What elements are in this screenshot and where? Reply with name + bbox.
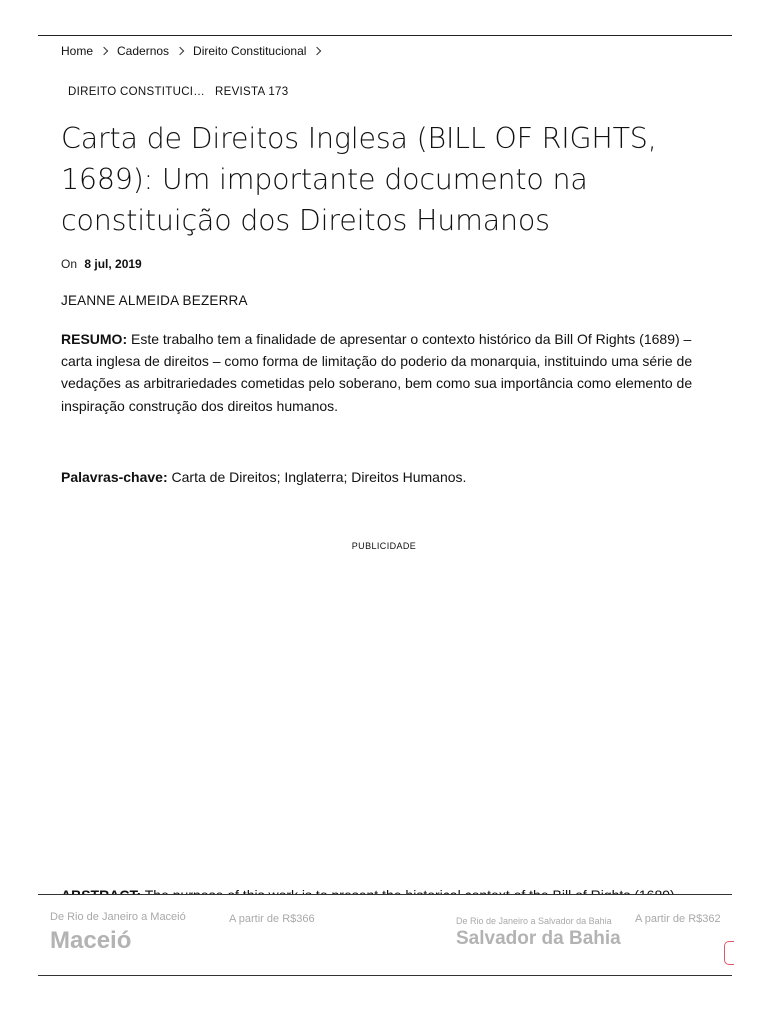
ad-banner[interactable] <box>38 894 732 976</box>
breadcrumb-cadernos-link[interactable]: Cadernos <box>117 44 170 58</box>
ad-price: A partir de R$362 <box>635 913 721 925</box>
ad-destination: Salvador da Bahia <box>456 928 621 949</box>
ad-route: De Rio de Janeiro a Salvador da Bahia <box>456 916 612 926</box>
resumo-label: RESUMO: <box>61 331 128 347</box>
chevron-right-icon <box>313 47 321 55</box>
ad-offer-maceio[interactable] <box>50 911 186 955</box>
ad-offer-salvador[interactable] <box>456 916 621 950</box>
ad-route: De Rio de Janeiro a Maceió <box>50 911 186 923</box>
article-title: Carta de Direitos Inglesa (BILL OF RIGHTS, 1689): Um importante documento na constituição dos Direitos Humanos <box>61 122 657 237</box>
chevron-right-icon <box>100 47 108 55</box>
chevron-right-icon <box>176 47 184 55</box>
top-divider <box>38 35 732 36</box>
tag-revista-173[interactable]: REVISTA 173 <box>215 86 289 98</box>
abstract-paragraph <box>61 884 721 894</box>
publish-date[interactable]: 8 jul, 2019 <box>84 257 142 271</box>
keywords-text: Carta de Direitos; Inglaterra; Direitos Humanos. <box>167 469 467 485</box>
keywords-paragraph <box>61 469 466 485</box>
keywords-label: Palavras-chave: <box>61 469 168 485</box>
ad-next-arrow-icon[interactable] <box>724 941 734 965</box>
article-meta <box>61 257 142 271</box>
ad-price: A partir de R$366 <box>229 913 315 925</box>
date-prefix: On <box>61 257 78 271</box>
breadcrumb-direito-constitucional-link[interactable]: Direito Constitucional <box>193 44 307 58</box>
breadcrumb-home-link[interactable]: Home <box>61 44 94 58</box>
ad-destination: Maceió <box>50 927 132 954</box>
article-author: JEANNE ALMEIDA BEZERRA <box>61 293 248 308</box>
tag-direito-constitucional[interactable]: DIREITO CONSTITUCI… <box>68 86 206 98</box>
category-tags <box>61 86 295 98</box>
advertising-label: PUBLICIDADE <box>351 541 417 551</box>
breadcrumb <box>61 44 330 58</box>
resumo-paragraph <box>61 328 721 417</box>
resumo-text: Este trabalho tem a finalidade de apresentar o contexto histórico da Bill Of Rights (1689) – carta inglesa de direitos – como forma de limitação do poderio da monarquia, instituindo uma série de vedações as arbitrariedades cometidas pelo soberano, bem como sua importância como elemento de inspiração construção dos direitos humanos. <box>61 331 693 414</box>
